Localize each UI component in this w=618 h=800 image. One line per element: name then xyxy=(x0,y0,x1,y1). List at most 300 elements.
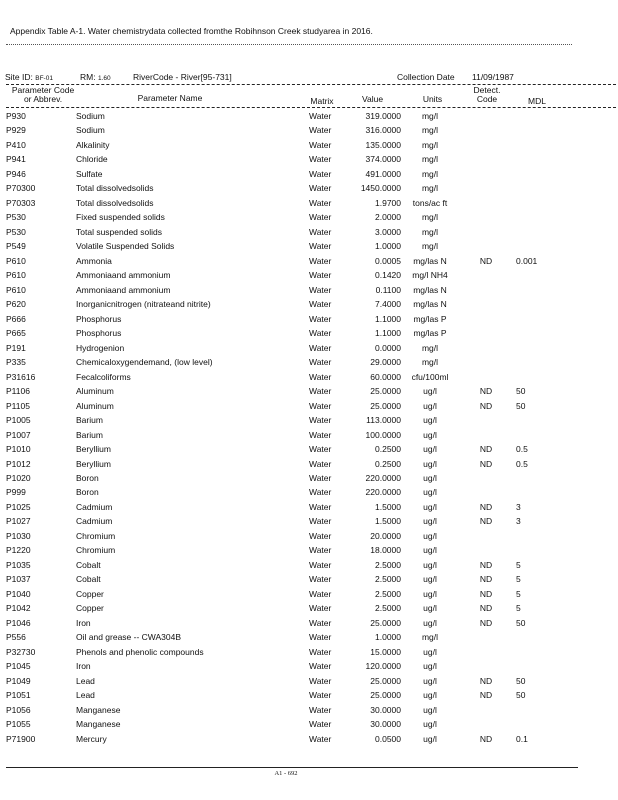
cell-parameter-code: P666 xyxy=(6,313,26,324)
cell-parameter-name: Boron xyxy=(76,487,99,498)
cell-value: 0.1100 xyxy=(375,284,401,295)
cell-parameter-name: Ammoniaand ammonium xyxy=(76,270,171,281)
cell-parameter-name: Lead xyxy=(76,675,95,686)
cell-matrix: Water xyxy=(309,212,332,223)
column-header-parameter-code xyxy=(8,86,78,104)
cell-parameter-name: Chloride xyxy=(76,154,108,165)
cell-parameter-name: Sodium xyxy=(76,125,105,136)
cell-parameter-code: P32730 xyxy=(6,646,36,657)
column-header-detect-code xyxy=(466,86,508,104)
cell-mdl: 0.1 xyxy=(516,733,528,744)
cell-value: 1.1000 xyxy=(375,313,401,324)
column-header-mdl: MDL xyxy=(528,96,546,106)
cell-value: 15.0000 xyxy=(370,646,401,657)
cell-value: 319.0000 xyxy=(365,111,401,121)
cell-matrix: Water xyxy=(309,168,332,179)
river-code: RiverCode - River[95-731] xyxy=(133,72,232,82)
cell-parameter-code: P191 xyxy=(6,342,26,353)
cell-units: mg/las N xyxy=(413,284,447,295)
cell-value: 220.0000 xyxy=(365,487,401,498)
cell-parameter-code: P941 xyxy=(6,154,26,165)
header-rule-bottom xyxy=(6,107,616,108)
table-row xyxy=(0,690,618,705)
table-row xyxy=(0,343,618,358)
cell-value: 30.0000 xyxy=(370,719,401,730)
table-row xyxy=(0,125,618,140)
cell-value: 18.0000 xyxy=(370,545,401,556)
cell-units: ug/l xyxy=(423,487,437,498)
cell-value: 2.5000 xyxy=(375,574,401,585)
cell-parameter-code: P1056 xyxy=(6,704,31,715)
cell-parameter-code: P999 xyxy=(6,487,26,498)
cell-units: ug/l xyxy=(423,690,437,701)
cell-matrix: Water xyxy=(309,429,332,440)
river-mile xyxy=(80,72,111,82)
cell-matrix: Water xyxy=(309,545,332,556)
cell-detect-code: ND xyxy=(479,444,493,455)
cell-detect-code: ND xyxy=(479,400,493,411)
cell-matrix: Water xyxy=(309,704,332,715)
cell-parameter-name: Beryllium xyxy=(76,444,111,455)
cell-units: ug/l xyxy=(423,386,437,397)
column-header-value: Value xyxy=(361,94,384,104)
table-row xyxy=(0,198,618,213)
site-id xyxy=(5,72,53,82)
table-row xyxy=(0,386,618,401)
cell-parameter-code: P1010 xyxy=(6,444,31,455)
table-row xyxy=(0,154,618,169)
cell-parameter-name: Cobalt xyxy=(76,574,101,585)
table-row xyxy=(0,169,618,184)
cell-matrix: Water xyxy=(309,530,332,541)
cell-parameter-name: Cadmium xyxy=(76,516,113,527)
cell-mdl: 0.001 xyxy=(516,255,538,266)
cell-parameter-code: P70303 xyxy=(6,197,36,208)
cell-parameter-name: Fecalcoliforms xyxy=(76,371,131,382)
cell-value: 1.5000 xyxy=(375,516,401,527)
cell-units: mg/l xyxy=(421,226,439,237)
cell-matrix: Water xyxy=(309,241,332,252)
river-mile-label: RM: xyxy=(80,72,96,82)
cell-parameter-code: P665 xyxy=(6,328,26,339)
cell-value: 20.0000 xyxy=(370,530,401,541)
cell-units: mg/l xyxy=(421,357,439,368)
cell-parameter-code: P946 xyxy=(6,168,26,179)
cell-value: 1.1000 xyxy=(375,328,401,339)
cell-matrix: Water xyxy=(309,371,332,382)
cell-parameter-name: Alkalinity xyxy=(76,139,110,150)
table-row xyxy=(0,545,618,560)
cell-matrix: Water xyxy=(309,357,332,368)
cell-units: ug/l xyxy=(423,530,437,541)
cell-matrix: Water xyxy=(309,617,332,628)
cell-units: mg/las P xyxy=(413,328,447,339)
cell-units: ug/l xyxy=(423,661,437,672)
cell-detect-code: ND xyxy=(479,588,493,599)
cell-matrix: Water xyxy=(309,313,332,324)
table-row xyxy=(0,314,618,329)
table-row xyxy=(0,661,618,676)
column-header-matrix: Matrix xyxy=(310,96,334,106)
cell-parameter-code: P31616 xyxy=(6,371,36,382)
cell-parameter-code: P335 xyxy=(6,357,26,368)
cell-parameter-code: P1046 xyxy=(6,617,31,628)
cell-value: 491.0000 xyxy=(365,168,401,179)
cell-units: cfu/100ml xyxy=(411,371,449,382)
cell-value: 30.0000 xyxy=(370,704,401,715)
table-row xyxy=(0,618,618,633)
cell-parameter-name: Fixed suspended solids xyxy=(76,212,165,223)
cell-parameter-name: Manganese xyxy=(76,704,121,715)
cell-value: 2.5000 xyxy=(375,559,401,570)
cell-value: 25.0000 xyxy=(370,400,401,411)
cell-parameter-name: Chemicaloxygendemand, (low level) xyxy=(76,357,213,368)
cell-value: 0.1420 xyxy=(375,270,401,281)
footer-rule xyxy=(6,767,578,768)
page-number: A1 - 692 xyxy=(274,770,298,777)
cell-parameter-code: P930 xyxy=(6,111,26,121)
cell-parameter-name: Iron xyxy=(76,661,91,672)
cell-parameter-code: P549 xyxy=(6,241,26,252)
cell-matrix: Water xyxy=(309,226,332,237)
cell-parameter-code: P1005 xyxy=(6,415,31,426)
cell-units: ug/l xyxy=(423,559,437,570)
table-row xyxy=(0,430,618,445)
cell-units: ug/l xyxy=(423,588,437,599)
cell-value: 2.5000 xyxy=(375,588,401,599)
cell-value: 25.0000 xyxy=(370,386,401,397)
table-row xyxy=(0,241,618,256)
cell-mdl: 5 xyxy=(516,603,521,614)
cell-mdl: 0.5 xyxy=(516,458,528,469)
cell-units: ug/l xyxy=(423,574,437,585)
cell-detect-code: ND xyxy=(479,386,493,397)
cell-value: 135.0000 xyxy=(365,139,401,150)
cell-matrix: Water xyxy=(309,661,332,672)
cell-value: 220.0000 xyxy=(365,473,401,483)
cell-parameter-code: P70300 xyxy=(6,183,36,194)
cell-matrix: Water xyxy=(309,588,332,599)
cell-units: ug/l xyxy=(423,617,437,628)
collection-date-label: Collection Date xyxy=(397,72,455,82)
cell-parameter-name: Chromium xyxy=(76,545,116,556)
table-row xyxy=(0,270,618,285)
cell-value: 1450.0000 xyxy=(360,183,401,194)
cell-parameter-name: Phosphorus xyxy=(76,328,122,339)
site-id-label: Site ID: xyxy=(5,72,33,82)
column-header-detect-line1: Detect. xyxy=(473,85,501,95)
cell-units: ug/l xyxy=(423,719,437,730)
cell-parameter-code: P1055 xyxy=(6,719,31,730)
cell-units: ug/l xyxy=(423,733,437,744)
cell-units: tons/ac ft xyxy=(412,197,448,208)
cell-matrix: Water xyxy=(309,270,332,281)
cell-units: mg/l xyxy=(421,111,439,121)
cell-units: ug/l xyxy=(423,415,437,426)
table-row xyxy=(0,444,618,459)
cell-parameter-name: Phenols and phenolic compounds xyxy=(76,646,204,657)
table-row xyxy=(0,111,618,126)
table-row xyxy=(0,574,618,589)
cell-mdl: 5 xyxy=(516,588,521,599)
cell-matrix: Water xyxy=(309,675,332,686)
cell-value: 25.0000 xyxy=(370,690,401,701)
cell-mdl: 3 xyxy=(516,501,521,512)
cell-parameter-code: P1045 xyxy=(6,661,31,672)
cell-units: ug/l xyxy=(423,429,437,440)
cell-units: ug/l xyxy=(423,458,437,469)
cell-parameter-name: Copper xyxy=(76,603,104,614)
cell-parameter-name: Sulfate xyxy=(76,168,103,179)
cell-parameter-code: P1040 xyxy=(6,588,31,599)
cell-matrix: Water xyxy=(309,183,332,194)
cell-mdl: 50 xyxy=(516,400,526,411)
cell-value: 374.0000 xyxy=(365,154,401,165)
cell-units: mg/las P xyxy=(413,313,447,324)
table-row xyxy=(0,516,618,531)
column-header-parameter-code-line2: or Abbrev. xyxy=(23,94,63,104)
cell-parameter-name: Chromium xyxy=(76,530,116,541)
cell-mdl: 50 xyxy=(516,386,526,397)
cell-matrix: Water xyxy=(309,154,332,165)
cell-value: 2.0000 xyxy=(375,212,401,223)
column-header-detect-line2: Code xyxy=(476,94,498,104)
cell-mdl: 50 xyxy=(516,675,526,686)
cell-value: 0.0500 xyxy=(375,733,401,744)
cell-parameter-code: P530 xyxy=(6,226,26,237)
cell-parameter-name: Total dissolvedsolids xyxy=(76,183,154,194)
column-header-parameter-code-line1: Parameter Code xyxy=(11,85,75,95)
cell-units: ug/l xyxy=(423,444,437,455)
table-row xyxy=(0,256,618,271)
cell-value: 0.0000 xyxy=(375,342,401,353)
cell-matrix: Water xyxy=(309,733,332,744)
cell-matrix: Water xyxy=(309,400,332,411)
cell-mdl: 3 xyxy=(516,516,521,527)
cell-parameter-code: P1007 xyxy=(6,429,31,440)
cell-matrix: Water xyxy=(309,473,332,483)
table-row xyxy=(0,473,618,488)
cell-units: mg/l xyxy=(421,125,439,136)
cell-units: mg/l NH4 xyxy=(412,270,448,281)
cell-parameter-name: Beryllium xyxy=(76,458,111,469)
cell-mdl: 5 xyxy=(516,559,521,570)
cell-parameter-code: P71900 xyxy=(6,733,36,744)
table-row xyxy=(0,647,618,662)
cell-value: 25.0000 xyxy=(370,617,401,628)
cell-value: 25.0000 xyxy=(370,675,401,686)
cell-parameter-code: P1035 xyxy=(6,559,31,570)
cell-value: 316.0000 xyxy=(365,125,401,136)
table-row xyxy=(0,632,618,647)
cell-value: 100.0000 xyxy=(365,429,401,440)
cell-units: ug/l xyxy=(423,545,437,556)
cell-matrix: Water xyxy=(309,125,332,136)
table-row xyxy=(0,589,618,604)
cell-units: ug/l xyxy=(423,400,437,411)
cell-matrix: Water xyxy=(309,646,332,657)
cell-units: mg/l xyxy=(421,212,439,223)
cell-parameter-code: P1037 xyxy=(6,574,31,585)
cell-parameter-name: Lead xyxy=(76,690,95,701)
cell-parameter-name: Inorganicnitrogen (nitrateand nitrite) xyxy=(76,299,211,310)
cell-parameter-name: Cadmium xyxy=(76,501,113,512)
cell-detect-code: ND xyxy=(479,574,493,585)
cell-units: mg/l xyxy=(421,342,439,353)
cell-parameter-name: Volatile Suspended Solids xyxy=(76,241,175,252)
table-row xyxy=(0,372,618,387)
cell-matrix: Water xyxy=(309,299,332,310)
river-mile-value: 1.60 xyxy=(97,75,111,82)
cell-matrix: Water xyxy=(309,719,332,730)
cell-value: 113.0000 xyxy=(366,415,401,426)
cell-matrix: Water xyxy=(309,255,332,266)
cell-detect-code: ND xyxy=(479,603,493,614)
site-id-value: BF-01 xyxy=(35,75,53,82)
cell-parameter-code: P1105 xyxy=(6,400,30,411)
cell-matrix: Water xyxy=(309,559,332,570)
cell-parameter-name: Sodium xyxy=(76,111,105,121)
cell-detect-code: ND xyxy=(479,675,493,686)
cell-value: 1.0000 xyxy=(375,241,401,252)
cell-parameter-code: P1042 xyxy=(6,603,31,614)
table-row xyxy=(0,531,618,546)
cell-value: 2.5000 xyxy=(375,603,401,614)
table-row xyxy=(0,705,618,720)
cell-units: ug/l xyxy=(423,603,437,614)
cell-mdl: 50 xyxy=(516,690,526,701)
cell-units: ug/l xyxy=(423,675,437,686)
cell-parameter-name: Total suspended solids xyxy=(76,226,163,237)
table-row xyxy=(0,328,618,343)
cell-detect-code: ND xyxy=(479,690,493,701)
table-row xyxy=(0,285,618,300)
cell-matrix: Water xyxy=(309,690,332,701)
table-row xyxy=(0,459,618,474)
column-header-units: Units xyxy=(422,94,443,104)
cell-parameter-name: Boron xyxy=(76,473,99,483)
cell-matrix: Water xyxy=(309,458,332,469)
cell-units: mg/l xyxy=(421,139,439,150)
cell-parameter-code: P1220 xyxy=(6,545,31,556)
cell-parameter-name: Aluminum xyxy=(76,386,114,397)
cell-matrix: Water xyxy=(309,284,332,295)
cell-parameter-name: Oil and grease -- CWA304B xyxy=(76,632,182,643)
cell-detect-code: ND xyxy=(479,617,493,628)
cell-matrix: Water xyxy=(309,415,332,426)
table-row xyxy=(0,183,618,198)
cell-parameter-code: P1012 xyxy=(6,458,31,469)
cell-units: ug/l xyxy=(423,516,437,527)
cell-parameter-code: P610 xyxy=(6,270,26,281)
cell-units: mg/l xyxy=(421,183,439,194)
table-row xyxy=(0,487,618,502)
collection-date-value: 11/09/1987 xyxy=(472,72,514,82)
cell-parameter-code: P620 xyxy=(6,299,26,310)
table-title: Appendix Table A-1. Water chemistrydata collected fromthe Robihnson Creek studyarea in 2016. xyxy=(10,26,373,36)
cell-units: ug/l xyxy=(423,704,437,715)
cell-units: ug/l xyxy=(423,501,437,512)
cell-matrix: Water xyxy=(309,342,332,353)
cell-detect-code: ND xyxy=(479,501,493,512)
table-row xyxy=(0,502,618,517)
table-row xyxy=(0,357,618,372)
table-row xyxy=(0,212,618,227)
cell-parameter-name: Ammoniaand ammonium xyxy=(76,284,171,295)
cell-value: 0.2500 xyxy=(375,444,401,455)
cell-mdl: 5 xyxy=(516,574,521,585)
cell-parameter-name: Iron xyxy=(76,617,91,628)
cell-parameter-name: Mercury xyxy=(76,733,107,744)
cell-detect-code: ND xyxy=(479,733,493,744)
cell-matrix: Water xyxy=(309,111,332,121)
table-row xyxy=(0,676,618,691)
cell-value: 1.5000 xyxy=(375,501,401,512)
cell-parameter-code: P1051 xyxy=(6,690,31,701)
cell-parameter-code: P1025 xyxy=(6,501,31,512)
cell-parameter-name: Total dissolvedsolids xyxy=(76,197,154,208)
cell-matrix: Water xyxy=(309,487,332,498)
cell-matrix: Water xyxy=(309,603,332,614)
header-rule-top xyxy=(6,84,616,85)
cell-parameter-name: Hydrogenion xyxy=(76,342,125,353)
cell-value: 0.0005 xyxy=(375,255,401,266)
cell-matrix: Water xyxy=(309,632,332,643)
cell-parameter-code: P1020 xyxy=(6,473,31,483)
cell-matrix: Water xyxy=(309,328,332,339)
cell-matrix: Water xyxy=(309,501,332,512)
cell-units: ug/l xyxy=(423,473,437,483)
cell-detect-code: ND xyxy=(479,516,493,527)
cell-units: mg/las N xyxy=(413,299,447,310)
cell-parameter-name: Copper xyxy=(76,588,104,599)
cell-matrix: Water xyxy=(309,516,332,527)
cell-parameter-code: P530 xyxy=(6,212,26,223)
cell-value: 1.0000 xyxy=(375,632,401,643)
cell-parameter-name: Barium xyxy=(76,429,103,440)
cell-value: 29.0000 xyxy=(370,357,401,368)
cell-parameter-code: P1027 xyxy=(6,516,31,527)
cell-units: mg/l xyxy=(421,154,439,165)
cell-value: 0.2500 xyxy=(375,458,401,469)
cell-detect-code: ND xyxy=(479,458,493,469)
cell-parameter-code: P556 xyxy=(6,632,26,643)
cell-parameter-name: Manganese xyxy=(76,719,121,730)
cell-parameter-code: P929 xyxy=(6,125,26,136)
cell-value: 7.4000 xyxy=(375,299,401,310)
cell-parameter-code: P1106 xyxy=(6,386,30,397)
cell-parameter-code: P610 xyxy=(6,284,26,295)
cell-parameter-name: Barium xyxy=(76,415,103,426)
cell-value: 60.0000 xyxy=(370,371,401,382)
cell-parameter-name: Aluminum xyxy=(76,400,114,411)
cell-units: mg/l xyxy=(421,241,439,252)
cell-matrix: Water xyxy=(309,386,332,397)
cell-matrix: Water xyxy=(309,197,332,208)
cell-parameter-code: P610 xyxy=(6,255,26,266)
cell-matrix: Water xyxy=(309,574,332,585)
table-row xyxy=(0,227,618,242)
cell-value: 3.0000 xyxy=(375,226,401,237)
cell-detect-code: ND xyxy=(479,559,493,570)
cell-value: 1.9700 xyxy=(375,197,401,208)
cell-units: mg/l xyxy=(421,632,439,643)
table-row xyxy=(0,415,618,430)
table-row xyxy=(0,734,618,749)
cell-units: mg/las N xyxy=(413,255,447,266)
table-row xyxy=(0,401,618,416)
title-rule xyxy=(6,44,572,45)
